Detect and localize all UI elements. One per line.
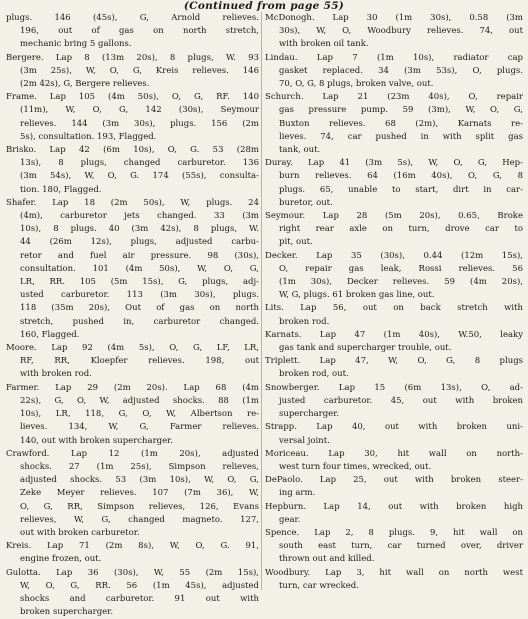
entry-line: RF, RR, Kloepfer relieves. 198, out — [20, 356, 259, 367]
entry-line: relieves. 144 (3m 30s), plugs. 156 (2m — [20, 118, 259, 129]
pit-stop-entry — [6, 91, 259, 144]
entry-line: right rear axle on turn, drove car to — [279, 224, 523, 235]
entry-line: gas pressure pump. 59 (3m), W, O, G, — [279, 105, 523, 116]
pit-stop-entry — [265, 382, 523, 422]
entry-line: stretch, pushed in, carburetor changed. — [20, 316, 259, 327]
entry-line: with broken rod. — [20, 369, 92, 380]
entry-line: Buxton relieves. 68 (2m), Karnats re- — [279, 118, 523, 129]
pit-stop-entry — [265, 567, 523, 593]
right-column — [265, 12, 523, 590]
pit-stop-entry — [265, 448, 523, 474]
entry-line: supercharger. — [279, 409, 340, 420]
entry-line: pit, out. — [279, 237, 313, 248]
entry-line: adjusted shocks. 53 (3m 10s), W, O, G, — [20, 475, 259, 486]
entry-line: gasket replaced. 34 (3m 53s), O, plugs. — [279, 65, 523, 76]
pit-stop-entry — [265, 474, 523, 500]
entry-line: (2m 42s), G, Bergere relieves. — [20, 79, 150, 90]
pit-stop-entry — [6, 197, 259, 342]
entry-line: tank, out. — [279, 145, 321, 156]
entry-line: 70, O, G, 8 plugs, broken valve, out. — [279, 79, 434, 90]
entry-line: plugs. 146 (45s), G, Arnold relieves. — [6, 13, 259, 23]
entry-line: 30s), W, O, Woodbury relieves. 74, out — [279, 26, 523, 37]
entry-line: O, repair gas leak, Rossi relieves. 56 — [279, 263, 523, 274]
column-divider — [261, 12, 262, 590]
pit-stop-entry — [265, 12, 523, 52]
entry-line: 13s), 8 plugs, changed carburetor. 136 — [20, 158, 259, 169]
entry-line: McDonogh. Lap 30 (1m 30s), 0.58 (3m — [265, 13, 523, 23]
entry-line: Brisko. Lap 42 (6m 10s), O, G. 53 (28m — [6, 145, 259, 156]
entry-line: 118 (35m 20s), Out of gas on north — [20, 303, 259, 314]
entry-line: Karnats. Lap 47 (1m 40s), W.50, leaky — [265, 329, 523, 340]
entry-line: Triplett. Lap 47, W, O, G, 8 plugs — [265, 356, 523, 367]
entry-line: Strapp. Lap 40, out with broken uni- — [265, 422, 523, 433]
pit-stop-entry — [265, 355, 523, 381]
entry-line: (3m 25s), W, O, G, Kreis relieves. 146 — [20, 65, 259, 76]
pit-stop-entry — [265, 527, 523, 567]
entry-line: Farmer. Lap 29 (2m 20s). Lap 68 (4m — [6, 382, 259, 393]
pit-stop-entry — [6, 342, 259, 382]
entry-line: Crawford. Lap 12 (1m 20s), adjusted — [6, 448, 259, 459]
left-column — [6, 12, 259, 618]
entry-line: broken rod, out. — [279, 369, 349, 380]
entry-line: thrown out and killed. — [279, 554, 375, 565]
entry-line: lieves. 74, car pushed in with split gas — [279, 131, 523, 142]
entry-line: retor and fuel air pressure. 98 (30s), — [20, 250, 259, 261]
pit-stop-entry — [6, 540, 259, 566]
entry-line: ing arm. — [279, 488, 316, 499]
entry-line: Schurch. Lap 21 (23m 40s), O, repair — [265, 92, 523, 103]
entry-line: (4m), carburetor jets changed. 33 (3m — [20, 211, 259, 222]
entry-line: O, G, RR, Simpson relieves, 126, Evans — [20, 501, 259, 512]
entry-line: gas tank and supercharger trouble, out. — [279, 343, 452, 354]
pit-stop-entry — [265, 329, 523, 355]
entry-line: usted carburetor. 113 (3m 30s), plugs. — [20, 290, 259, 301]
entry-line: DePaolo. Lap 25, out with broken steer- — [265, 475, 523, 486]
entry-line: LR, RR. 105 (5m 15s), G, plugs, adj- — [20, 277, 259, 288]
entry-line: Lindau. Lap 7 (1m 10s), radiator cap — [265, 52, 523, 63]
entry-line: justed carburetor. 45, out with broken — [279, 395, 523, 406]
entry-line: tion. 180, Flagged. — [20, 184, 102, 195]
pit-stop-entry — [6, 382, 259, 448]
entry-line: Moore. Lap 92 (4m 5s), O, G, LF, LR, — [6, 343, 259, 354]
pit-stop-entry — [265, 501, 523, 527]
entry-line: 196, out of gas on north stretch, — [20, 26, 259, 37]
entry-line: 5s), consultation. 193, Flagged. — [20, 131, 157, 142]
entry-line: 160, Flagged. — [20, 329, 80, 340]
entry-line: (1m 30s), Decker relieves. 59 (4m 20s), — [279, 277, 523, 288]
entry-line: Hepburn. Lap 14, out with broken high — [265, 501, 523, 512]
entry-line: 10s), 8 plugs. 40 (3m 42s), 8 plugs, W. — [20, 224, 259, 235]
entry-line: west turn four times, wrecked, out. — [279, 461, 432, 472]
entry-line: Bergere. Lap 8 (13m 20s), 8 plugs, W. 93 — [6, 52, 259, 63]
entry-line: (3m 54s), W, O, G. 174 (55s), consulta- — [20, 171, 259, 182]
pit-stop-entry — [265, 421, 523, 447]
entry-line: W, G, plugs. 61 broken gas line, out. — [279, 290, 435, 301]
entry-line: W, O, G, RR. 56 (1m 45s), adjusted — [20, 580, 259, 591]
entry-line: Lits. Lap 56, out on back stretch with — [265, 303, 523, 314]
entry-line: 140, out with broken supercharger. — [20, 435, 173, 446]
entry-line: mechanic bring 5 gallons. — [20, 39, 132, 50]
pit-stop-entry — [6, 448, 259, 540]
entry-line: Frame. Lap 105 (4m 50s), O, G, RF. 140 — [6, 92, 259, 103]
entry-line: buretor, out. — [279, 197, 333, 208]
pit-stop-entry — [265, 210, 523, 250]
entry-line: out with broken carburetor. — [20, 527, 140, 538]
pit-stop-entry — [265, 250, 523, 303]
entry-line: 22s), G, O, W, adjusted shocks. 88 (1m — [20, 395, 259, 406]
entry-line: Shafer. Lap 18 (2m 50s), W, plugs. 24 — [6, 197, 259, 208]
entry-line: Kreis. Lap 71 (2m 8s), W, O, G. 91, — [6, 541, 259, 552]
entry-line: lieves. 134, W, G, Farmer relieves. — [20, 422, 259, 433]
entry-line: Gulotta. Lap 36 (30s), W, 55 (2m 15s), — [6, 567, 259, 578]
entry-line: versal joint. — [279, 435, 330, 446]
entry-line: broken supercharger. — [20, 607, 114, 618]
pit-stop-entry — [265, 52, 523, 92]
entry-line: shocks and carburetor. 91 out with — [20, 593, 259, 604]
pit-stop-entry — [6, 144, 259, 197]
entry-line: Seymour. Lap 28 (5m 20s), 0.65, Broke — [265, 211, 523, 222]
entry-line: (11m), W, O, G, 142 (30s), Seymour — [20, 105, 259, 116]
entry-line: Decker. Lap 35 (30s), 0.44 (12m 15s), — [265, 250, 523, 261]
entry-line: plugs. 65, unable to start, dirt in car- — [279, 184, 523, 195]
pit-stop-entry — [265, 302, 523, 328]
entry-line: Snowberger. Lap 15 (6m 13s), O, ad- — [265, 382, 523, 393]
continued-header: (Continued from page 55) — [183, 0, 345, 12]
entry-line: consultation. 101 (4m 50s), W, O, G, — [20, 263, 259, 274]
entry-line: Woodbury. Lap 3, hit wall on north west — [265, 567, 523, 578]
entry-line: Duray. Lap 41 (3m 5s), W, O, G, Hep- — [265, 158, 523, 169]
pit-stop-entry — [6, 567, 259, 619]
entry-line: shocks. 27 (1m 25s), Simpson relieves, — [20, 461, 259, 472]
entry-line: engine frozen, out. — [20, 554, 102, 565]
entry-line: with broken oil tank. — [279, 39, 369, 50]
pit-stop-entry — [6, 12, 259, 52]
entry-line: 44 (26m 12s), plugs, adjusted carbu- — [20, 237, 259, 248]
pit-stop-entry — [6, 52, 259, 92]
pit-stop-entry — [265, 91, 523, 157]
entry-line: Zeke Meyer relieves. 107 (7m 36), W, — [20, 488, 259, 499]
entry-line: 10s), LR, 118, G, O, W, Albertson re- — [20, 409, 259, 420]
entry-line: burn relieves. 64 (16m 40s), O, G, 8 — [279, 171, 523, 182]
entry-line: Spence. Lap 2, 8 plugs. 9, hit wall on — [265, 527, 523, 538]
entry-line: turn, car wrecked. — [279, 580, 359, 591]
entry-line: south east turn, car turned over, driver — [279, 541, 523, 552]
entry-line: relieves, W, G, changed magneto. 127, — [20, 514, 259, 525]
entry-line: broken rod. — [279, 316, 330, 327]
pit-stop-entry — [265, 157, 523, 210]
entry-line: Moriceau. Lap 30, hit wall on north- — [265, 448, 523, 459]
entry-line: gear. — [279, 514, 301, 525]
